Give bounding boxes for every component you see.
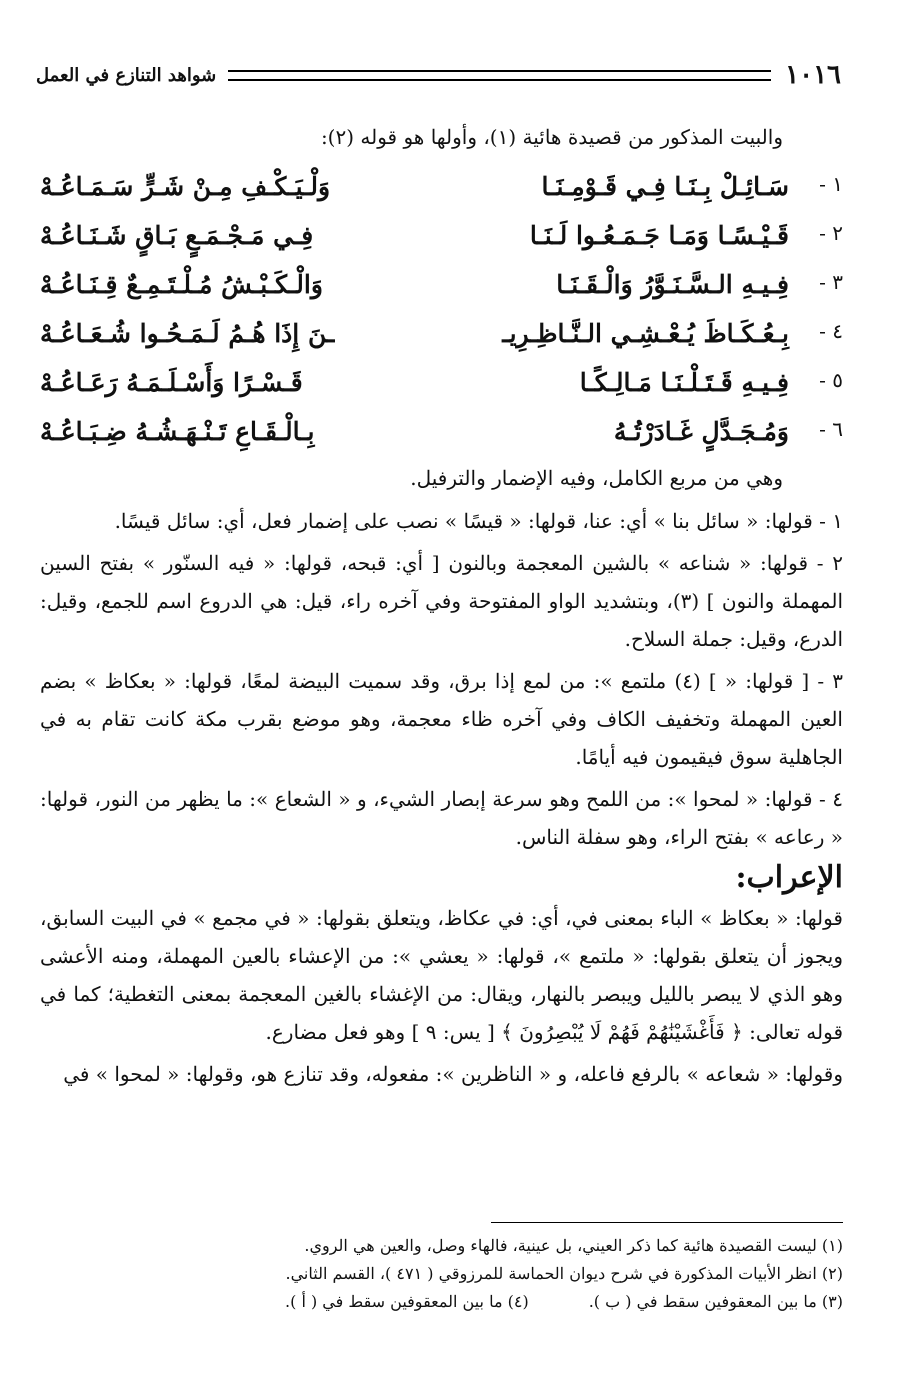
verse-number: ٤ - — [819, 319, 843, 343]
page-header — [36, 60, 841, 90]
verse-line — [40, 407, 843, 456]
poem — [40, 162, 843, 456]
footnote-separator — [491, 1222, 843, 1223]
commentary-paragraph: ٢ - قولها: « شناعه » بالشين المعجمة وبالنون [ أي: قبحه، قولها: « فيه السنّور » بفتح السين المهملة والنون ] (٣)، وبتشديد الواو المفتوحة وفي آخره راء، قيل: هي الدروع اسم للجمع، وقيل: الدرع، وقيل: جملة السلاح. — [40, 551, 843, 651]
verse-first-hemistich: بِـعُـكَـاظَ يُـعْـشِـي الـنَّـاظِـرِيـ — [502, 319, 789, 348]
commentary-paragraph: ١ - قولها: « سائل بنا » أي: عنا، قولها: « قيسًا » نصب على إضمار فعل، أي: سائل قيسًا. — [114, 509, 843, 533]
verse-second-hemistich: ـنَ إِذَا هُـمُ لَـمَـحُـوا شُـعَـاعُـهْ — [40, 319, 335, 348]
commentary-paragraph: ٤ - قولها: « لمحوا »: من اللمح وهو سرعة إبصار الشيء، و « الشعاع »: ما يظهر من النور، قولها: « رعاعه » بفتح الراء، وهو سفلة الناس. — [40, 787, 843, 849]
verse-second-hemistich: بِـالْـقَـاعِ تَـنْـهَـشُـهُ ضِـبَـاعُـهْ — [40, 417, 315, 446]
verse-first-hemistich: قَـيْـسًـا وَمَـا جَـمَـعُـوا لَـنَـا — [529, 221, 789, 250]
verse-number: ٦ - — [819, 417, 843, 441]
footnote: (٢) انظر الأبيات المذكورة في شرح ديوان الحماسة للمرزوقي ( ٤٧١ )، القسم الثاني. — [285, 1264, 843, 1283]
verse-number: ٣ - — [819, 270, 843, 294]
verse-number: ٥ - — [819, 368, 843, 392]
verse-first-hemistich: فِـيـهِ قَـتَـلْـنَـا مَـالِـكًـا — [579, 368, 789, 397]
verse-second-hemistich: وَالْـكَـبْـشُ مُـلْـتَـمِـعٌ قِـنَـاعُـهْ — [40, 270, 323, 299]
verse-number: ١ - — [819, 172, 843, 196]
footnote: (٤) ما بين المعقوفين سقط في ( أ ). — [285, 1292, 529, 1311]
footnote: (١) ليست القصيدة هائية كما ذكر العيني، بل عينية، فالهاء وصل، والعين هي الروي. — [304, 1236, 843, 1255]
i3rab-paragraph: قولها: « بعكاظ » الباء بمعنى في، أي: في عكاظ، ويتعلق بقولها: « في مجمع » في البيت السابق، ويجوز أن يتعلق بقولها: « ملتمع »، قولها: « يعشي »: من الإعشاء بالعين المهملة، ومنه الأعشى وهو الذي لا يبصر بالليل ويبصر بالنهار، ويقال: من الإغشاء بالغين المعجمة بمعنى التغطية؛ كما في قوله تعالى: ﴿ فَأَغْشَيْنَٰهُمْ فَهُمْ لَا يُبْصِرُونَ ﴾ [ يس: ٩ ] وهو فعل مضارع. — [40, 906, 843, 1044]
commentary-paragraph: ٣ - [ قولها: « ] (٤) ملتمع »: من لمع إذا برق، وقد سميت البيضة لمعًا، قولها: « بعكاظ » بضم العين المهملة وتخفيف الكاف وفي آخره ظاء معجمة، وهو موضع بقرب مكة كانت تقام به في الجاهلية سوق فيقيمون فيه أيامًا. — [40, 669, 843, 769]
verse-first-hemistich: وَمُـجَـدَّلٍ غَـادَرْتُـهُ — [613, 417, 789, 446]
running-title: شواهد التنازع في العمل — [36, 64, 217, 86]
header-rule — [228, 70, 771, 81]
page-number: ١٠١٦ — [785, 60, 841, 90]
verse-first-hemistich: سَـائِـلْ بِـنَـا فِـي قَـوْمِـنَـا — [541, 172, 789, 201]
i3rab-paragraph: وقولها: « شعاعه » بالرفع فاعله، و « الناظرين »: مفعوله، وقد تنازع هو، وقولها: « لمحوا » في — [63, 1062, 843, 1086]
verse-line — [40, 260, 843, 309]
verse-second-hemistich: وَلْـيَـكْـفِ مِـنْ شَـرٍّ سَـمَـاعُـهْ — [40, 172, 331, 201]
verse-line — [40, 309, 843, 358]
footnote: (٣) ما بين المعقوفين سقط في ( ب ). — [588, 1292, 843, 1311]
intro-line: والبيت المذكور من قصيدة هائية (١)، وأولها هو قوله (٢): — [320, 125, 783, 149]
footnotes — [40, 1232, 843, 1316]
meter-note: وهي من مربع الكامل، وفيه الإضمار والترفيل. — [410, 466, 783, 490]
verse-second-hemistich: فِـي مَـجْـمَـعٍ بَـاقٍ شَـنَـاعُـهْ — [40, 221, 314, 250]
verse-line — [40, 162, 843, 211]
verse-number: ٢ - — [819, 221, 843, 245]
verse-line — [40, 358, 843, 407]
page-body — [40, 120, 843, 1097]
verse-second-hemistich: قَـسْـرًا وَأَسْـلَـمَـهُ رَعَـاعُـهْ — [40, 368, 303, 397]
footnote-row — [40, 1288, 843, 1316]
i3rab-heading: الإعراب: — [735, 860, 843, 895]
verse-line — [40, 211, 843, 260]
verse-first-hemistich: فِـيـهِ الـسَّـنَـوَّرُ وَالْـقَـنَـا — [556, 270, 789, 299]
